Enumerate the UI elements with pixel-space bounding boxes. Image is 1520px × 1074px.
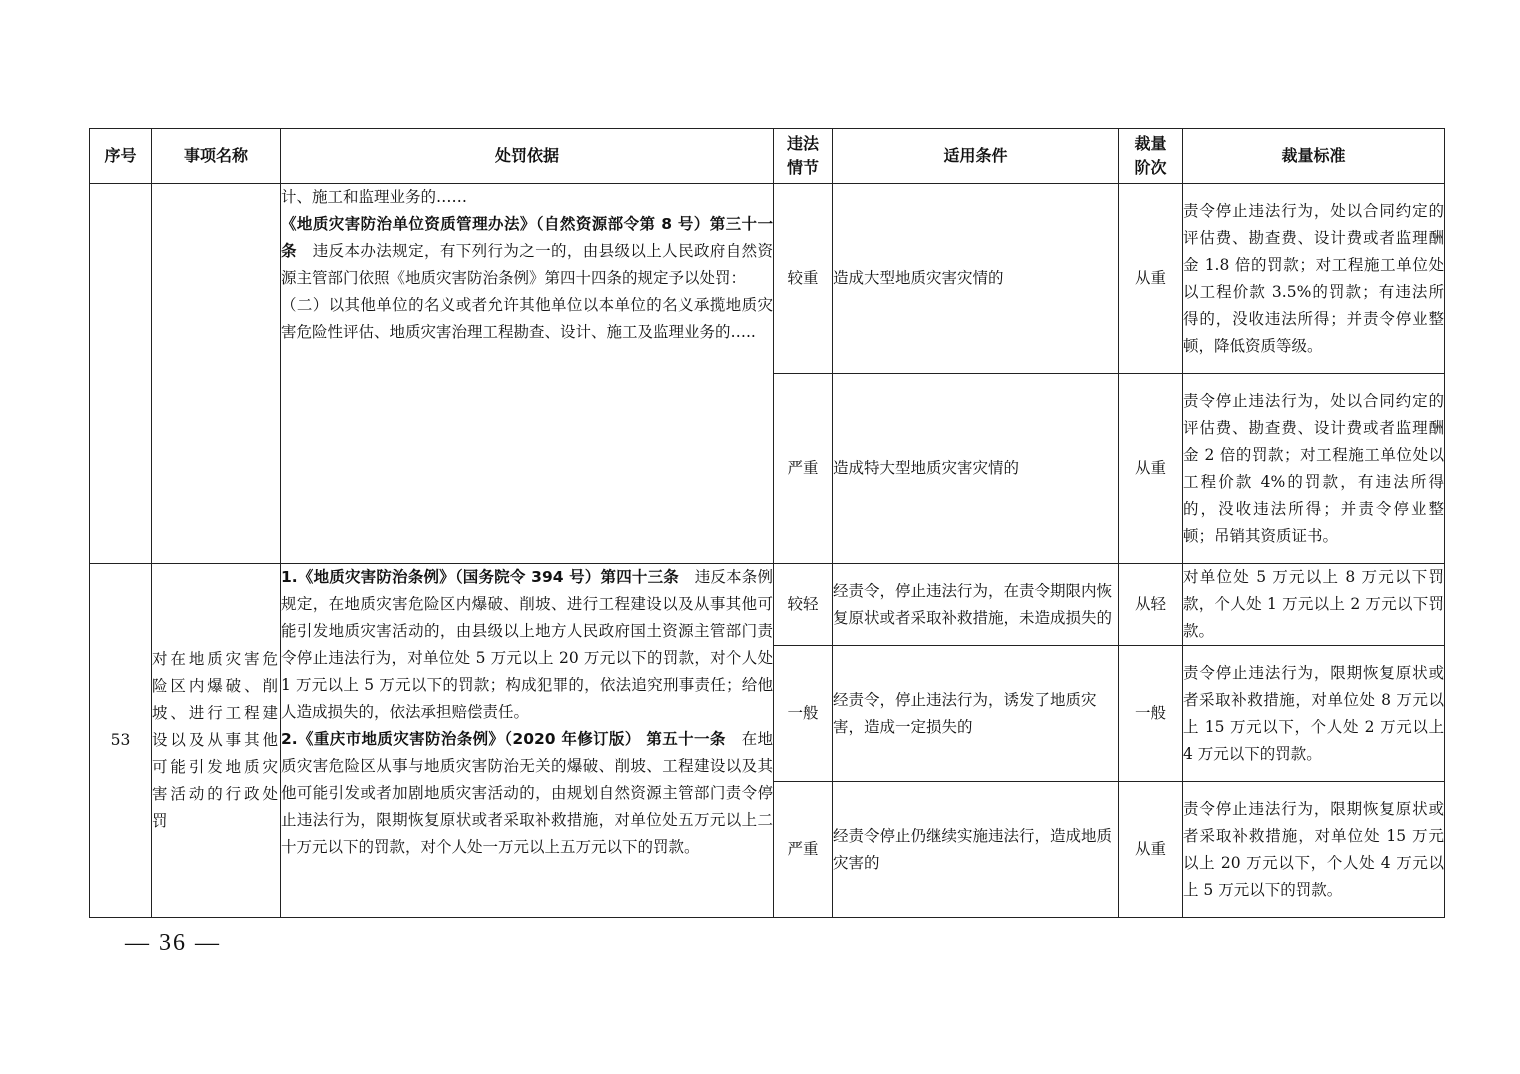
tier-cell: 一般 (1119, 646, 1183, 782)
standard-cell: 责令停止违法行为，处以合同约定的评估费、勘查费、设计费或者监理酬金 1.8 倍的罚款；对工程施工单位处以工程价款 3.5%的罚款；有违法所得的，没收违法所得；并责令停业整顿，降低资质等级。 (1183, 184, 1445, 374)
item-name-cell: 对在地质灾害危险区内爆破、削坡、进行工程建设以及从事其他可能引发地质灾害活动的行政处罚 (152, 564, 281, 918)
basis-paragraph: 计、施工和监理业务的…… (281, 188, 468, 206)
header-basis: 处罚依据 (281, 129, 774, 184)
basis-reference: 2.《重庆市地质灾害防治条例》（2020 年修订版） 第五十一条 (281, 730, 726, 748)
table-row (90, 184, 1445, 374)
header-tier: 裁量 阶次 (1119, 129, 1183, 184)
basis-cell (281, 564, 774, 918)
circumstance-cell: 一般 (774, 646, 833, 782)
circumstance-cell: 较重 (774, 184, 833, 374)
condition-cell: 经责令停止仍继续实施违法行，造成地质灾害的 (833, 782, 1119, 918)
circumstance-cell: 严重 (774, 782, 833, 918)
standard-cell: 对单位处 5 万元以上 8 万元以下罚款，个人处 1 万元以上 2 万元以下罚款。 (1183, 564, 1445, 646)
basis-paragraph: （二）以其他单位的名义或者允许其他单位以本单位的名义承揽地质灾害危险性评估、地质灾害治理工程勘查、设计、施工及监理业务的….. (281, 296, 773, 341)
condition-cell: 经责令，停止违法行为，诱发了地质灾害，造成一定损失的 (833, 646, 1119, 782)
tier-cell: 从重 (1119, 184, 1183, 374)
seq-cell: 53 (90, 564, 152, 918)
basis-reference: 《地质灾害防治单位资质管理办法》（自然资源部令第 8 号）第三十一条 (281, 215, 773, 260)
tier-cell: 从重 (1119, 374, 1183, 564)
header-item-name: 事项名称 (152, 129, 281, 184)
header-seq: 序号 (90, 129, 152, 184)
table-row (90, 564, 1445, 646)
circumstance-cell: 严重 (774, 374, 833, 564)
standard-cell: 责令停止违法行为，限期恢复原状或者采取补救措施，对单位处 8 万元以上 15 万元以下，个人处 2 万元以上 4 万元以下的罚款。 (1183, 646, 1445, 782)
standard-cell: 责令停止违法行为，处以合同约定的评估费、勘查费、设计费或者监理酬金 2 倍的罚款；对工程施工单位处以工程价款 4%的罚款，有违法所得的，没收违法所得；并责令停业整顿；吊销其资质证书。 (1183, 374, 1445, 564)
tier-cell: 从重 (1119, 782, 1183, 918)
seq-cell (90, 184, 152, 564)
header-row (90, 129, 1445, 184)
header-condition: 适用条件 (833, 129, 1119, 184)
basis-cell (281, 184, 774, 564)
penalty-table (89, 128, 1445, 918)
item-name-cell (152, 184, 281, 564)
basis-paragraph: 2.《重庆市地质灾害防治条例》（2020 年修订版） 第五十一条 在地质灾害危险区从事与地质灾害防治无关的爆破、削坡、工程建设以及其他可能引发或者加剧地质灾害活动的，由规划自然资源主管部门责令停止违法行为，限期恢复原状或者采取补救措施，对单位处五万元以上二十万元以下的罚款，对个人处一万元以上五万元以下的罚款。 (281, 730, 773, 856)
page-number: — 36 — (125, 930, 221, 956)
basis-reference: 1.《地质灾害防治条例》（国务院令 394 号）第四十三条 (281, 568, 679, 586)
header-standard: 裁量标准 (1183, 129, 1445, 184)
tier-cell: 从轻 (1119, 564, 1183, 646)
standard-cell: 责令停止违法行为，限期恢复原状或者采取补救措施，对单位处 15 万元以上 20 万元以下，个人处 4 万元以上 5 万元以下的罚款。 (1183, 782, 1445, 918)
header-circumstance: 违法 情节 (774, 129, 833, 184)
condition-cell: 造成特大型地质灾害灾情的 (833, 374, 1119, 564)
condition-cell: 造成大型地质灾害灾情的 (833, 184, 1119, 374)
basis-paragraph: 1.《地质灾害防治条例》（国务院令 394 号）第四十三条 违反本条例规定，在地质灾害危险区内爆破、削坡、进行工程建设以及从事其他可能引发地质灾害活动的，由县级以上地方人民政府国土资源主管部门责令停止违法行为，对单位处 5 万元以上 20 万元以下的罚款，对个人处 1 万元以上 5 万元以下的罚款；构成犯罪的，依法追究刑事责任；给他人造成损失的，依法承担赔偿责任。 (281, 568, 773, 721)
circumstance-cell: 较轻 (774, 564, 833, 646)
basis-paragraph: 《地质灾害防治单位资质管理办法》（自然资源部令第 8 号）第三十一条 违反本办法规定，有下列行为之一的，由县级以上人民政府自然资源主管部门依照《地质灾害防治条例》第四十四条的规定予以处罚： (281, 215, 773, 287)
condition-cell: 经责令，停止违法行为，在责令期限内恢复原状或者采取补救措施，未造成损失的 (833, 564, 1119, 646)
